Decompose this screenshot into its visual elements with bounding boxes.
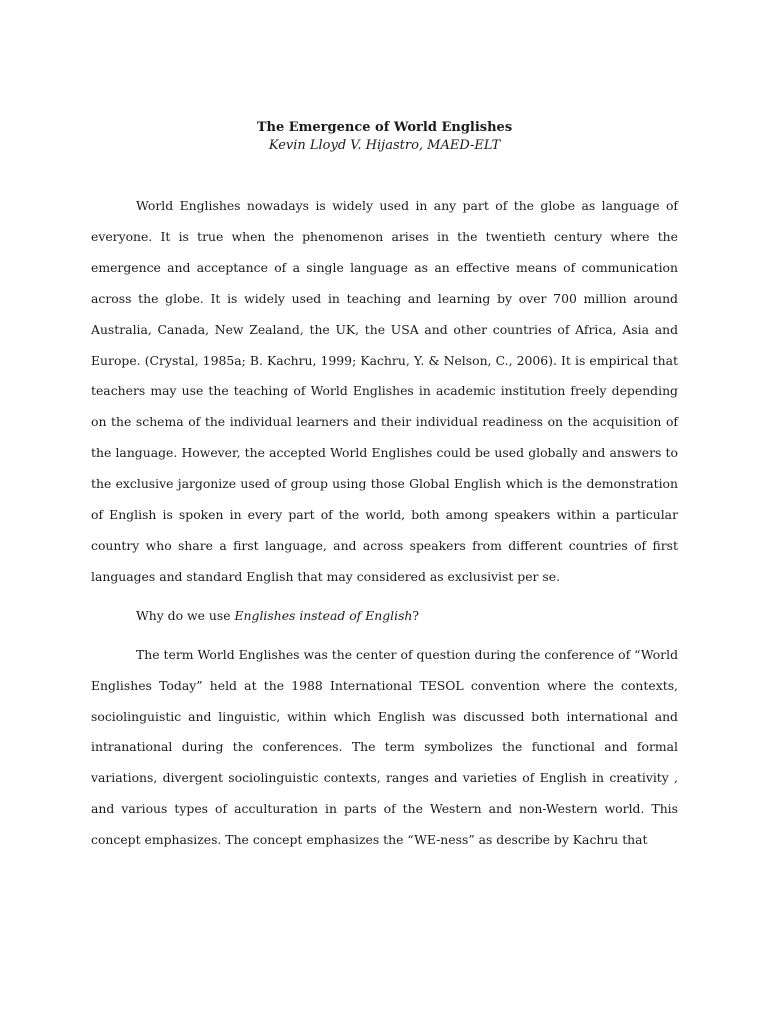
section-question xyxy=(91,601,678,632)
paragraph-intro: World Englishes nowadays is widely used in any part of the globe as language of everyone. It is true when the phenomenon arises in the twentieth century where the emergence and acceptance of a single language as an effective means of communication across the globe. It is widely used in teaching and learning by over 700 million around Australia, Canada, New Zealand, the UK, the USA and other countries of Africa, Asia and Europe. (Crystal, 1985a; B. Kachru, 1999; Kachru, Y. & Nelson, C., 2006). It is empirical that teachers may use the teaching of World Englishes in academic institution freely depending on the schema of the individual learners and their individual readiness on the acquisition of the language. However, the accepted World Englishes could be used globally and answers to the exclusive jargonize used of group using those Global English which is the demonstration of English is spoken in every part of the world, both among speakers within a particular country who share a first language, and across speakers from different countries of first languages and standard English that may considered as exclusivist per se. xyxy=(91,198,678,584)
document-page xyxy=(91,119,678,864)
question-suffix: ? xyxy=(412,607,420,623)
document-title: The Emergence of World Englishes xyxy=(256,120,513,135)
document-author: Kevin Lloyd V. Hijastro, MAED-ELT xyxy=(268,138,501,153)
question-italic: Englishes instead of English xyxy=(234,607,413,623)
paragraph-term: The term World Englishes was the center of question during the conference of “World Englishes Today” held at the 1988 International TESOL convention where the contexts, sociolinguistic and linguistic, within which English was discussed both international and intranational during the conferences. The term symbolizes the functional and formal variations, divergent sociolinguistic contexts, ranges and varieties of English in creativity , and various types of acculturation in parts of the Western and non-Western world. This concept emphasizes. The concept emphasizes the “WE-ness” as describe by Kachru that xyxy=(91,646,678,848)
question-prefix: Why do we use xyxy=(136,607,235,623)
